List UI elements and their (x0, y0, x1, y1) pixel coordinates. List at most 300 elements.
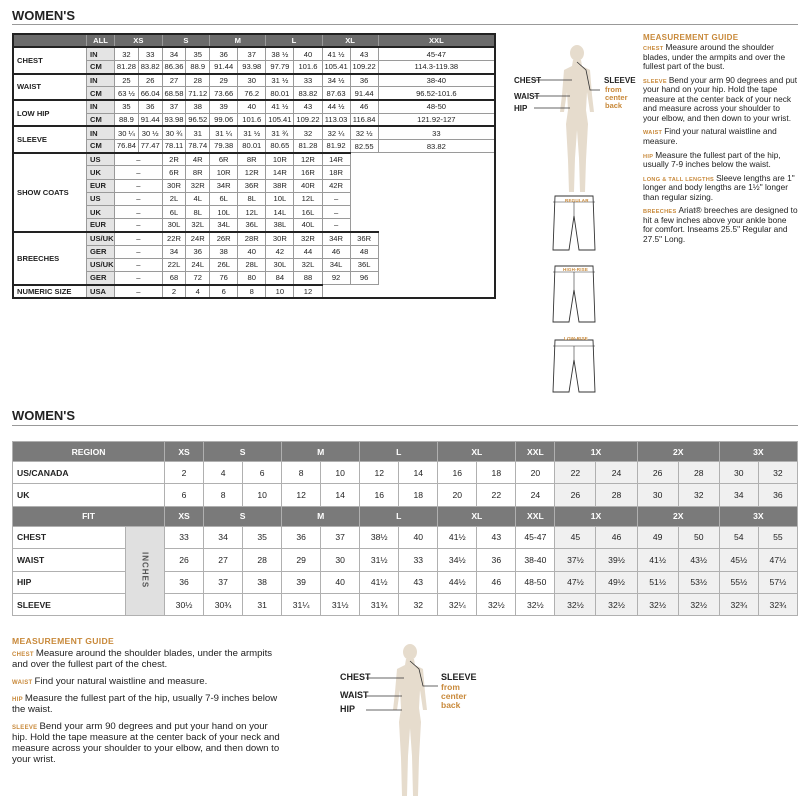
table-cell: 16R (294, 166, 322, 179)
unit-label: GER (86, 245, 114, 258)
table-cell: 30R (162, 179, 186, 192)
table-cell: 44½ (438, 571, 477, 593)
table-cell: 8 (238, 285, 266, 298)
table-cell: 4L (186, 192, 210, 205)
table-cell: 12 (282, 484, 321, 506)
table-cell: 28R (238, 232, 266, 245)
table-cell: 34R (322, 232, 350, 245)
table-cell: 80 (238, 271, 266, 284)
table-cell: 40L (294, 219, 322, 232)
table-cell: 45½ (719, 549, 758, 571)
table-cell: 43 (399, 571, 438, 593)
table-cell: – (115, 166, 163, 179)
table-cell: 32 (399, 593, 438, 615)
table-cell: 38-40 (516, 549, 555, 571)
table-cell: 81.28 (294, 140, 322, 153)
table-cell: 34 (162, 47, 186, 60)
unit-label: US/UK (86, 258, 114, 271)
table-cell: 32L (186, 219, 210, 232)
table-cell: 32R (186, 179, 210, 192)
table-cell: 22R (162, 232, 186, 245)
table-cell: 16 (438, 462, 477, 484)
table-cell: 48 (350, 245, 378, 258)
table-cell: 36R (238, 179, 266, 192)
table-cell: 32 ¼ (322, 126, 350, 139)
table-cell: 43½ (678, 549, 719, 571)
table-cell: 28 (596, 484, 637, 506)
table-cell: 43 (294, 100, 322, 113)
table-cell: 12 (294, 285, 322, 298)
table-cell: 37 (204, 571, 243, 593)
fit-label: WAIST (13, 549, 126, 571)
table-cell: – (115, 232, 163, 245)
table-cell: 14 (321, 484, 360, 506)
guide-item-sleeve: SLEEVE Bend your arm 90 degrees and put your hand on your hip. Hold the tape measure at the center back of your neck and measure across your shoulder to your elbow, and then down to your wrist. (12, 721, 280, 766)
table-cell: 31½ (360, 549, 399, 571)
table-cell: 27 (162, 74, 186, 87)
section-divider (12, 24, 798, 25)
table-cell: 39 (210, 100, 238, 113)
pant-label-lowrise: LOW-RISE (564, 336, 589, 341)
table-cell: 33 (138, 47, 162, 60)
table-cell: 36 (138, 100, 162, 113)
table-cell: 14 (399, 462, 438, 484)
table-cell: 6 (210, 285, 238, 298)
table-cell: 18 (399, 484, 438, 506)
table-cell: 33 (165, 526, 204, 548)
table-cell: 121.92-127 (378, 113, 495, 126)
fit-label: SLEEVE (13, 593, 126, 615)
table-cell: 32½ (516, 593, 555, 615)
table-cell: 41½ (360, 571, 399, 593)
figure-label-hip: HIP (340, 704, 356, 714)
unit-label: IN (86, 100, 114, 113)
table-cell: 105.41 (322, 60, 350, 73)
table-cell: 68.58 (162, 87, 186, 100)
table-cell: 14L (266, 205, 294, 218)
unit-label: IN (86, 126, 114, 139)
table-cell: 32 (115, 47, 139, 60)
table-cell: 113.03 (322, 113, 350, 126)
table-cell: 38 ½ (266, 47, 294, 60)
unit-label: EUR (86, 179, 114, 192)
table-cell: 40 (399, 526, 438, 548)
table-cell: 10L (266, 192, 294, 205)
table-cell: 80.65 (266, 140, 294, 153)
table-cell: 37½ (555, 549, 596, 571)
table-cell: 30 ½ (138, 126, 162, 139)
figure-label-sleeve: SLEEVE (441, 672, 477, 682)
table-cell: 30L (266, 258, 294, 271)
table-cell: 12R (238, 166, 266, 179)
header-cell: XXL (516, 442, 555, 462)
table-cell: 25 (115, 74, 139, 87)
table-cell: 34 ½ (322, 74, 350, 87)
table-cell: 31 (243, 593, 282, 615)
table-cell: 76.84 (115, 140, 139, 153)
header-blank (13, 34, 86, 47)
table-cell: 39½ (596, 549, 637, 571)
unit-label: CM (86, 87, 114, 100)
table-cell: – (115, 271, 163, 284)
table-cell: 34L (322, 258, 350, 271)
table-cell: 2 (165, 462, 204, 484)
table-cell: 109.22 (294, 113, 322, 126)
table-cell: 4 (204, 462, 243, 484)
table-cell: 6R (210, 153, 238, 166)
measurement-guide-top (643, 33, 798, 248)
table-cell: 24 (516, 484, 555, 506)
table-cell: 33 (294, 74, 322, 87)
header-cell: L (360, 506, 438, 526)
header-cell: 3X (719, 442, 797, 462)
table-cell: 88 (294, 271, 322, 284)
table-cell: 49 (637, 526, 678, 548)
figure-label-chest: CHEST (514, 76, 542, 85)
table-cell: 55½ (719, 571, 758, 593)
body-figure-top (520, 40, 640, 200)
table-cell: 49½ (596, 571, 637, 593)
table-cell: 38 (243, 571, 282, 593)
table-cell: 31 ½ (266, 74, 294, 87)
header-cell: M (210, 34, 266, 47)
table-cell: 116.84 (350, 113, 378, 126)
table-cell: 26L (210, 258, 238, 271)
table-cell: 97.79 (266, 60, 294, 73)
empty-cell (350, 205, 495, 218)
table-cell: 71.12 (186, 87, 210, 100)
unit-label: EUR (86, 219, 114, 232)
figure-label-sleeve: SLEEVE (604, 76, 636, 85)
table-cell: 30 (238, 74, 266, 87)
guide-item-hip: HIP Measure the fullest part of the hip, usually 7-9 inches below the waist. (12, 692, 278, 715)
table-cell: 24 (596, 462, 637, 484)
figure-label-hip: HIP (514, 104, 528, 113)
table-cell: 10 (243, 484, 282, 506)
table-cell: 26 (165, 549, 204, 571)
table-cell: 86.36 (162, 60, 186, 73)
guide-item-long-tall: LONG & TALL LENGTHS Sleeve lengths are 1" longer and body lengths are 1½" longer than regular sizing. (643, 172, 795, 202)
table-cell: 8L (238, 192, 266, 205)
table-cell: 53½ (678, 571, 719, 593)
table-cell: 96 (350, 271, 378, 284)
empty-cell (378, 271, 495, 284)
figure-label-chest: CHEST (340, 672, 371, 682)
table-cell: 76 (210, 271, 238, 284)
table-cell: 31¼ (282, 593, 321, 615)
table-cell: 77.47 (138, 140, 162, 153)
section-title: WOMEN'S (12, 8, 76, 23)
table-cell: 32½ (477, 593, 516, 615)
table-cell: 41½ (637, 549, 678, 571)
table-cell: 24R (186, 232, 210, 245)
table-cell: 8R (238, 153, 266, 166)
table-cell: 36 (350, 74, 378, 87)
table-cell: 50 (678, 526, 719, 548)
unit-label: USA (86, 285, 114, 298)
section-divider (12, 425, 798, 426)
table-cell: 48-50 (516, 571, 555, 593)
table-cell: 31¾ (360, 593, 399, 615)
table-cell: 4 (186, 285, 210, 298)
table-cell: – (322, 192, 350, 205)
header-cell: S (204, 442, 282, 462)
header-cell: M (282, 506, 360, 526)
table-cell: 43 (477, 526, 516, 548)
table-cell: 32½ (637, 593, 678, 615)
table-cell: 45 (555, 526, 596, 548)
header-cell: XL (438, 506, 516, 526)
table-cell: – (115, 219, 163, 232)
table-cell: 36 (282, 526, 321, 548)
bottom-size-table (12, 441, 798, 616)
table-cell: 41 ½ (266, 100, 294, 113)
header-cell: M (282, 442, 360, 462)
table-cell: 30½ (165, 593, 204, 615)
table-cell: 34½ (438, 549, 477, 571)
header-cell: ALL (86, 34, 114, 47)
empty-cell (350, 219, 495, 232)
table-cell: 32 (678, 484, 719, 506)
table-cell: 83.82 (378, 140, 495, 153)
table-cell: 20 (438, 484, 477, 506)
table-cell: 57½ (758, 571, 797, 593)
table-cell: 16L (294, 205, 322, 218)
table-cell: 68 (162, 271, 186, 284)
body-figure-bottom (340, 640, 470, 798)
table-cell: 31 ½ (238, 126, 266, 139)
unit-label: US/UK (86, 232, 114, 245)
table-cell: 32 (294, 126, 322, 139)
table-cell: 38½ (360, 526, 399, 548)
table-cell: 32¾ (758, 593, 797, 615)
table-cell: 36L (350, 258, 378, 271)
table-cell: 40R (294, 179, 322, 192)
table-cell: 43 (350, 47, 378, 60)
table-cell: 30 ¼ (115, 126, 139, 139)
table-cell: 28 (186, 74, 210, 87)
table-cell: 18R (322, 166, 350, 179)
table-cell: 78.74 (186, 140, 210, 153)
table-cell: 8R (186, 166, 210, 179)
header-cell: XL (438, 442, 516, 462)
header-cell: XL (322, 34, 378, 47)
table-cell: 32R (294, 232, 322, 245)
table-cell: 32L (294, 258, 322, 271)
pant-lowrise-icon (551, 332, 597, 394)
table-cell: – (115, 192, 163, 205)
guide-item-waist: WAIST Find your natural waistline and measure. (643, 126, 777, 146)
table-cell: 105.41 (266, 113, 294, 126)
table-cell: 92 (322, 271, 350, 284)
table-cell: 80.01 (266, 87, 294, 100)
table-cell: 36 (210, 47, 238, 60)
table-cell: 14R (266, 166, 294, 179)
unit-label: UK (86, 166, 114, 179)
table-cell: 22L (162, 258, 186, 271)
header-cell: 2X (637, 506, 719, 526)
table-cell: 12L (238, 205, 266, 218)
table-cell: 29 (210, 74, 238, 87)
table-cell: 93.98 (238, 60, 266, 73)
row-label-low-hip: LOW HIP (13, 100, 86, 126)
table-cell: 28 (243, 549, 282, 571)
table-cell: 6L (162, 205, 186, 218)
table-cell: 12 (360, 462, 399, 484)
table-cell: 72 (186, 271, 210, 284)
table-cell: 2L (162, 192, 186, 205)
table-cell: 73.66 (210, 87, 238, 100)
table-cell: 80.01 (238, 140, 266, 153)
table-cell: 35 (243, 526, 282, 548)
guide-item-breeches: BREECHES Ariat® breeches are designed to hit a few inches above your ankle bone for comfort. Inseams 25.5" Regular and 27.5" Long. (643, 205, 798, 244)
table-cell: 8 (282, 462, 321, 484)
table-cell: 6 (165, 484, 204, 506)
table-cell: 42 (266, 245, 294, 258)
header-cell: S (204, 506, 282, 526)
measurement-guide-bottom (12, 637, 280, 771)
table-cell: 18 (477, 462, 516, 484)
header-cell: 3X (719, 506, 797, 526)
table-cell: 47½ (758, 549, 797, 571)
table-cell: 34 (162, 245, 186, 258)
table-cell: 91.44 (138, 113, 162, 126)
table-cell: 83.82 (294, 87, 322, 100)
header-cell: FIT (13, 506, 165, 526)
header-cell: S (162, 34, 210, 47)
table-cell: 38 (210, 245, 238, 258)
table-cell: 12L (294, 192, 322, 205)
table-cell: 34L (210, 219, 238, 232)
table-cell: 6R (162, 166, 186, 179)
table-cell: 31½ (321, 593, 360, 615)
header-cell: L (360, 442, 438, 462)
table-cell: 20 (516, 462, 555, 484)
table-cell: 31 (186, 126, 210, 139)
unit-label: GER (86, 271, 114, 284)
table-cell: 109.22 (350, 60, 378, 73)
table-cell: 88.9 (186, 60, 210, 73)
table-cell: – (115, 205, 163, 218)
table-cell: 37 (238, 47, 266, 60)
table-cell: 78.11 (162, 140, 186, 153)
table-cell: 44 ½ (322, 100, 350, 113)
table-cell: 36 (165, 571, 204, 593)
section-title: WOMEN'S (12, 408, 76, 423)
table-cell: 22 (477, 484, 516, 506)
unit-label: CM (86, 140, 114, 153)
table-cell: 38-40 (378, 74, 495, 87)
header-cell: REGION (13, 442, 165, 462)
table-cell: 37 (162, 100, 186, 113)
table-cell: 22 (555, 462, 596, 484)
table-cell: 38L (266, 219, 294, 232)
unit-label: CM (86, 113, 114, 126)
table-cell: 4R (186, 153, 210, 166)
table-cell: 46 (596, 526, 637, 548)
table-cell: 36 (758, 484, 797, 506)
table-cell: 34 (204, 526, 243, 548)
header-cell: XXL (516, 506, 555, 526)
table-cell: 26 (138, 74, 162, 87)
table-cell: 30 (321, 549, 360, 571)
table-cell: 81.92 (322, 140, 350, 153)
guide-item-chest: CHEST Measure around the shoulder blades, under the armpits and over the fullest part of the chest. (12, 647, 273, 670)
guide-heading: MEASUREMENT GUIDE (12, 636, 115, 646)
table-cell: 36R (350, 232, 378, 245)
table-cell: 32½ (596, 593, 637, 615)
empty-cell (350, 179, 495, 192)
table-cell: 33 (378, 126, 495, 139)
header-cell: XS (165, 506, 204, 526)
row-label-sleeve: SLEEVE (13, 126, 86, 152)
table-cell: 45-47 (516, 526, 555, 548)
table-cell: 79.38 (210, 140, 238, 153)
table-cell: 44 (294, 245, 322, 258)
table-cell: 30L (162, 219, 186, 232)
table-cell: 84 (266, 271, 294, 284)
pant-label-regular: REGULAR (565, 198, 589, 203)
table-cell: – (115, 179, 163, 192)
table-cell: 10L (210, 205, 238, 218)
table-cell: 46 (322, 245, 350, 258)
table-cell: 26R (210, 232, 238, 245)
guide-item-sleeve: SLEEVE Bend your arm 90 degrees and put your hand on your hip. Hold the tape measure at the center back of your neck and measure across your shoulder to your elbow, and then down to your wrist. (643, 74, 798, 123)
table-cell: 54 (719, 526, 758, 548)
figure-sleeve-sub: from center back (441, 682, 467, 710)
table-cell: 30 ¾ (162, 126, 186, 139)
empty-cell (378, 245, 495, 258)
table-cell: 46 (350, 100, 378, 113)
table-cell: – (115, 245, 163, 258)
empty-cell (350, 192, 495, 205)
guide-item-hip: HIP Measure the fullest part of the hip, usually 7-9 inches below the waist. (643, 149, 781, 170)
table-cell: 101.6 (238, 113, 266, 126)
table-cell: 2 (162, 285, 186, 298)
table-cell: 39 (282, 571, 321, 593)
table-cell: 66.04 (138, 87, 162, 100)
table-cell: 32¼ (438, 593, 477, 615)
table-cell: 63 ½ (115, 87, 139, 100)
table-cell: 38 (186, 100, 210, 113)
unit-label: CM (86, 60, 114, 73)
table-cell: 30¾ (204, 593, 243, 615)
table-cell: 41½ (438, 526, 477, 548)
unit-label: IN (86, 74, 114, 87)
table-cell: 6 (243, 462, 282, 484)
header-cell: XXL (378, 34, 495, 47)
header-cell: 1X (555, 442, 637, 462)
table-cell: 83.82 (138, 60, 162, 73)
row-label-waist: WAIST (13, 74, 86, 100)
table-cell: 10 (266, 285, 294, 298)
table-cell: 35 (186, 47, 210, 60)
unit-label: US (86, 192, 114, 205)
table-cell: 30 (719, 462, 758, 484)
table-cell: – (115, 285, 163, 298)
table-cell: 37 (321, 526, 360, 548)
table-cell: 32¾ (719, 593, 758, 615)
fit-label: HIP (13, 571, 126, 593)
figure-label-waist: WAIST (340, 690, 369, 700)
table-cell: 40 (294, 47, 322, 60)
table-cell: 91.44 (210, 60, 238, 73)
header-cell: 2X (637, 442, 719, 462)
table-cell: 96.52-101.6 (378, 87, 495, 100)
table-cell: 24L (186, 258, 210, 271)
table-cell: 36 (186, 245, 210, 258)
table-cell: 101.6 (294, 60, 322, 73)
